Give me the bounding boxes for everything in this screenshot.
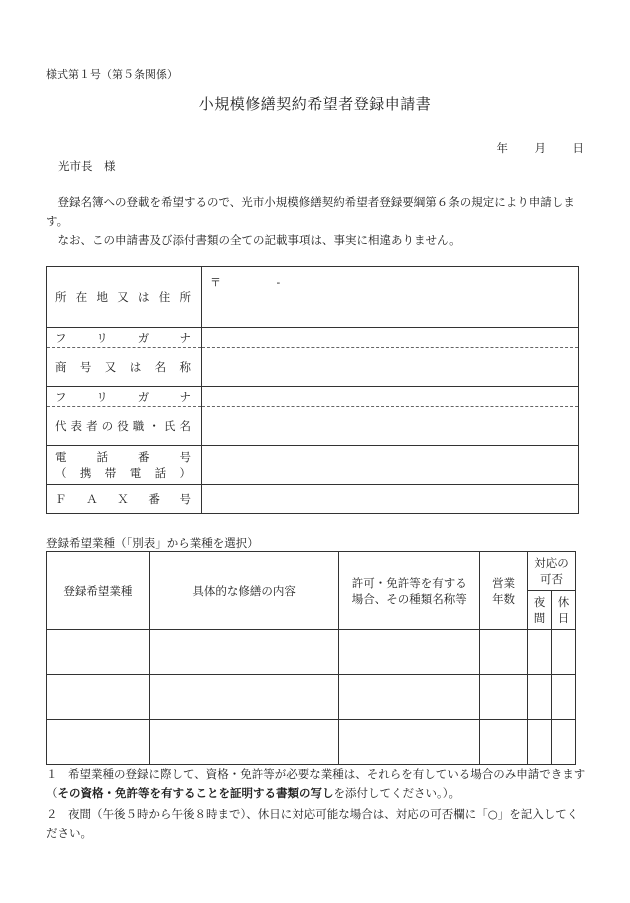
date-day-label: 日 bbox=[572, 141, 584, 155]
form-number: 様式第１号（第５条関係） bbox=[46, 68, 178, 81]
fax-field[interactable] bbox=[202, 485, 579, 514]
license-cell[interactable] bbox=[339, 675, 480, 720]
note-1 bbox=[46, 765, 586, 803]
furigana-label-representative: フリガナ bbox=[47, 387, 202, 407]
col-license-line2: 場合、その種類名称等 bbox=[351, 591, 467, 606]
address-field[interactable] bbox=[202, 267, 579, 328]
date-month-label: 月 bbox=[534, 141, 546, 155]
col-years-header bbox=[480, 552, 528, 630]
holiday-cell[interactable] bbox=[551, 630, 575, 675]
furigana-company-field[interactable] bbox=[202, 328, 579, 348]
col-availability-line2: 可否 bbox=[540, 572, 563, 586]
mobile-label: （携帯電話） bbox=[55, 466, 191, 480]
note-1-text-a: 希望業種の登録に際して、資格・免許等が必要な業種は、それらを有している場合のみ申請できます（ bbox=[46, 767, 586, 800]
details-cell[interactable] bbox=[149, 630, 339, 675]
table-row bbox=[47, 630, 576, 675]
representative-label: 代表者の役職・氏名 bbox=[47, 407, 202, 446]
note-1-text-bold: その資格・免許等を有することを証明する書類の写し bbox=[57, 786, 334, 800]
furigana-label-company: フリガナ bbox=[47, 328, 202, 348]
license-cell[interactable] bbox=[339, 630, 480, 675]
trade-cell[interactable] bbox=[47, 630, 150, 675]
applicant-table bbox=[46, 266, 579, 514]
col-availability-header bbox=[528, 552, 576, 591]
col-years-line1: 営業 bbox=[492, 575, 516, 590]
addressee: 光市長 様 bbox=[58, 159, 116, 173]
holiday-cell[interactable] bbox=[551, 720, 575, 765]
years-cell[interactable] bbox=[480, 675, 528, 720]
postal-mark: 〒 bbox=[210, 276, 221, 289]
night-cell[interactable] bbox=[528, 675, 552, 720]
fax-label: ＦＡＸ番号 bbox=[47, 485, 202, 514]
note-1-text-b: を添付してください。）。 bbox=[333, 786, 460, 800]
note-1-number: １ bbox=[46, 767, 58, 781]
trade-cell[interactable] bbox=[47, 720, 150, 765]
license-cell[interactable] bbox=[339, 720, 480, 765]
date-year-label: 年 bbox=[496, 141, 508, 155]
holiday-cell[interactable] bbox=[551, 675, 575, 720]
col-availability-line1: 対応の bbox=[534, 556, 569, 570]
col-license-line1: 許可・免許等を有する bbox=[351, 575, 467, 590]
representative-field[interactable] bbox=[202, 407, 579, 446]
note-2-text: 夜間（午後５時から午後８時まで）、休日に対応可能な場合は、対応の可否欄に「○」を記入してください。 bbox=[46, 807, 579, 840]
table-row bbox=[47, 675, 576, 720]
intro-paragraph-1: 登録名簿への登載を希望するので、光市小規模修繕契約希望者登録要綱第６条の規定により申請します。 bbox=[46, 195, 575, 228]
postal-code-line bbox=[202, 270, 578, 324]
col-license-header bbox=[339, 552, 480, 630]
date-line bbox=[470, 140, 584, 156]
col-holiday-line2: 日 bbox=[557, 611, 570, 625]
years-cell[interactable] bbox=[480, 630, 528, 675]
trade-cell[interactable] bbox=[47, 675, 150, 720]
address-label: 所在地又は住所 bbox=[47, 267, 202, 328]
night-cell[interactable] bbox=[528, 720, 552, 765]
page-title: 小規模修繕契約希望者登録申請書 bbox=[198, 95, 432, 113]
postal-dash: - bbox=[276, 276, 281, 289]
col-holiday-line1: 休 bbox=[557, 595, 570, 609]
phone-label: 電話番号 bbox=[55, 450, 191, 464]
furigana-representative-field[interactable] bbox=[202, 387, 579, 407]
col-years-line2: 年数 bbox=[492, 591, 516, 606]
years-cell[interactable] bbox=[480, 720, 528, 765]
trades-section-title: 登録希望業種（「別表」から業種を選択） bbox=[46, 536, 259, 550]
details-cell[interactable] bbox=[149, 675, 339, 720]
note-2-number: ２ bbox=[46, 807, 58, 821]
phone-field[interactable] bbox=[202, 446, 579, 485]
col-holiday-header bbox=[551, 591, 575, 630]
note-2 bbox=[46, 805, 586, 843]
table-row bbox=[47, 720, 576, 765]
col-night-line1: 夜 bbox=[533, 595, 546, 609]
phone-label-cell bbox=[47, 446, 202, 485]
col-details-header: 具体的な修繕の内容 bbox=[149, 552, 339, 630]
night-cell[interactable] bbox=[528, 630, 552, 675]
company-name-field[interactable] bbox=[202, 348, 579, 387]
col-night-line2: 間 bbox=[533, 611, 546, 625]
intro-text bbox=[46, 193, 586, 250]
intro-paragraph-2: なお、この申請書及び添付書類の全ての記載事項は、事実に相違ありません。 bbox=[46, 233, 461, 247]
col-night-header bbox=[528, 591, 552, 630]
company-name-label: 商号又は名称 bbox=[47, 348, 202, 387]
details-cell[interactable] bbox=[149, 720, 339, 765]
col-trade-header: 登録希望業種 bbox=[47, 552, 150, 630]
trades-table bbox=[46, 551, 576, 765]
